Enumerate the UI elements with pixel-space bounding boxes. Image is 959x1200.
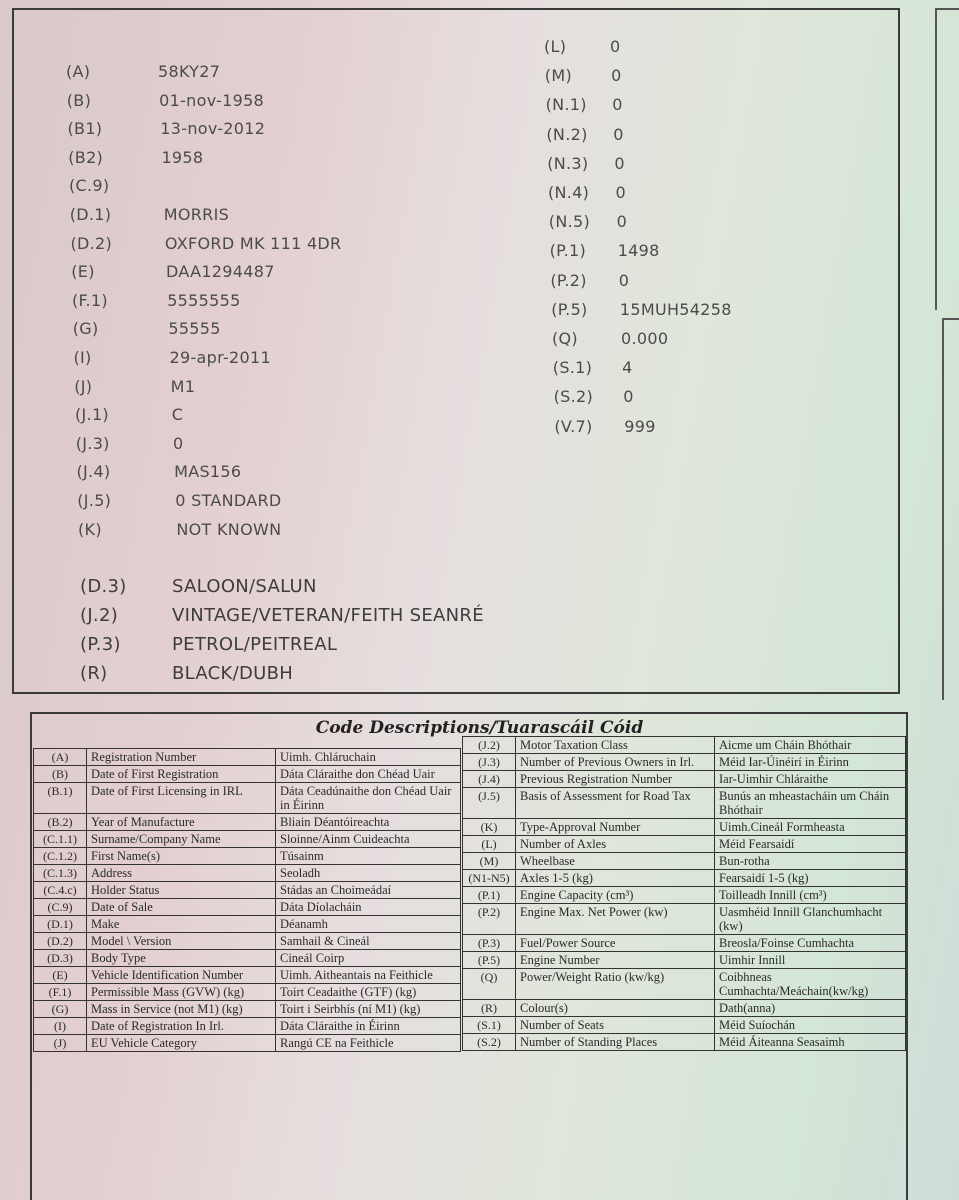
detail-value: 5555555 — [167, 290, 241, 310]
vehicle-details-panel — [12, 8, 900, 694]
detail-value: MORRIS — [163, 205, 230, 224]
code-row — [34, 882, 461, 899]
irish-description: Seoladh — [276, 865, 461, 882]
code-row — [34, 766, 461, 783]
irish-description: Fearsaidí 1-5 (kg) — [715, 870, 906, 887]
code-row — [34, 967, 461, 984]
english-description: Body Type — [87, 950, 276, 967]
code-row — [34, 933, 461, 950]
detail-code: (B) — [66, 90, 92, 110]
irish-description: Méid Iar-Úinéirí in Éirinn — [715, 754, 906, 771]
irish-description: Samhail & Cineál — [276, 933, 461, 950]
code-row — [463, 870, 906, 887]
code-row — [34, 1035, 461, 1052]
english-description: Number of Seats — [516, 1017, 715, 1034]
code-cell: (P.5) — [463, 952, 516, 969]
irish-description: Toilleadh Innill (cm³) — [715, 887, 906, 904]
code-cell: (J.3) — [463, 754, 516, 771]
english-description: Axles 1-5 (kg) — [516, 870, 715, 887]
detail-value: 999 — [624, 416, 656, 436]
detail-code: (A) — [66, 62, 91, 81]
detail-value: 15MUH54258 — [619, 299, 732, 319]
english-description: Power/Weight Ratio (kw/kg) — [516, 969, 715, 1000]
detail-code: (S.1) — [552, 358, 593, 378]
code-cell: (D.2) — [34, 933, 87, 950]
code-cell: (S.1) — [463, 1017, 516, 1034]
detail-code: (N.5) — [548, 212, 591, 232]
english-description: Previous Registration Number — [516, 771, 715, 788]
english-description: Date of Sale — [87, 899, 276, 916]
detail-code: (L) — [544, 37, 567, 56]
detail-code: (N.4) — [548, 183, 590, 202]
irish-description: Méid Suíochán — [715, 1017, 906, 1034]
english-description: Surname/Company Name — [87, 831, 276, 848]
english-description: Vehicle Identification Number — [87, 967, 276, 984]
irish-description: Dath(anna) — [715, 1000, 906, 1017]
code-row — [34, 899, 461, 916]
english-description: Type-Approval Number — [516, 819, 715, 836]
code-cell: (F.1) — [34, 984, 87, 1001]
code-cell: (Q) — [463, 969, 516, 1000]
code-cell: (C.1.2) — [34, 848, 87, 865]
detail-code: (J.5) — [77, 491, 112, 510]
english-description: Make — [87, 916, 276, 933]
detail-code: (D.1) — [69, 205, 112, 224]
detail-value: MAS156 — [174, 462, 242, 482]
detail-value: 29-apr-2011 — [169, 348, 271, 367]
code-descriptions-table-right — [462, 736, 906, 1051]
detail-value: 0 — [613, 124, 624, 144]
detail-code: (B1) — [67, 119, 103, 139]
code-row — [463, 819, 906, 836]
code-row — [463, 788, 906, 819]
english-description: Fuel/Power Source — [516, 935, 715, 952]
irish-description: Uimh. Aitheantais na Feithicle — [276, 967, 461, 984]
irish-description: Breosla/Foinse Cumhachta — [715, 935, 906, 952]
irish-description: Sloinne/Ainm Cuideachta — [276, 831, 461, 848]
english-description: First Name(s) — [87, 848, 276, 865]
code-cell: (M) — [463, 853, 516, 870]
detail-value: BLACK/DUBH — [172, 663, 294, 684]
english-description: Permissible Mass (GVW) (kg) — [87, 984, 276, 1001]
irish-description: Méid Fearsaidí — [715, 836, 906, 853]
detail-value: SALOON/SALUN — [172, 576, 317, 597]
detail-value: DAA1294487 — [166, 262, 275, 282]
code-row — [463, 969, 906, 1000]
english-description: Date of Registration In Irl. — [87, 1018, 276, 1035]
detail-code: (N.1) — [545, 95, 587, 115]
english-description: Mass in Service (not M1) (kg) — [87, 1001, 276, 1018]
code-row — [34, 916, 461, 933]
code-cell: (P.1) — [463, 887, 516, 904]
detail-value: 1498 — [617, 241, 660, 261]
code-cell: (D.1) — [34, 916, 87, 933]
irish-description: Bliain Déantóireachta — [276, 814, 461, 831]
detail-code: (D.2) — [70, 233, 113, 253]
detail-code: (S.2) — [553, 387, 593, 407]
irish-description: Dáta Cláraithe in Éirinn — [276, 1018, 461, 1035]
irish-description: Bun-rotha — [715, 853, 906, 870]
code-cell: (J.5) — [463, 788, 516, 819]
detail-value: 0 — [614, 153, 625, 173]
irish-description: Uimh. Chláruchain — [276, 749, 461, 766]
code-cell: (A) — [34, 749, 87, 766]
code-cell: (E) — [34, 967, 87, 984]
code-row — [34, 984, 461, 1001]
detail-value: 0 — [172, 433, 184, 453]
code-cell: (N1-N5) — [463, 870, 516, 887]
code-descriptions-table-left — [33, 748, 461, 1052]
detail-value: 58KY27 — [158, 62, 221, 81]
detail-value: 01-nov-1958 — [159, 90, 265, 110]
english-description: Engine Number — [516, 952, 715, 969]
irish-description: Uimh.Cineál Formheasta — [715, 819, 906, 836]
detail-value: 0 — [623, 387, 634, 407]
irish-description: Aicme um Cháin Bhóthair — [715, 737, 906, 754]
code-cell: (J) — [34, 1035, 87, 1052]
irish-description: Dáta Díolacháin — [276, 899, 461, 916]
irish-description: Toirt i Seirbhís (ní M1) (kg) — [276, 1001, 461, 1018]
detail-code: (P.2) — [550, 270, 587, 290]
code-cell: (J.2) — [463, 737, 516, 754]
code-cell: (R) — [463, 1000, 516, 1017]
detail-code: (P.3) — [80, 634, 121, 655]
detail-code: (N.2) — [546, 124, 588, 144]
detail-code: (P.5) — [551, 299, 588, 319]
detail-code: (D.3) — [80, 576, 127, 597]
detail-code: (B2) — [68, 147, 104, 167]
code-cell: (B) — [34, 766, 87, 783]
detail-code: (E) — [71, 262, 95, 282]
code-row — [34, 749, 461, 766]
code-row — [34, 950, 461, 967]
code-cell: (J.4) — [463, 771, 516, 788]
detail-code: (I) — [73, 348, 92, 367]
code-row — [463, 1000, 906, 1017]
english-description: Model \ Version — [87, 933, 276, 950]
code-row — [463, 904, 906, 935]
detail-code: (M) — [544, 66, 572, 86]
english-description: Holder Status — [87, 882, 276, 899]
english-description: Wheelbase — [516, 853, 715, 870]
code-cell: (P.2) — [463, 904, 516, 935]
detail-value: 0 — [616, 212, 628, 232]
detail-code: (V.7) — [554, 416, 593, 436]
page-edge-frame — [935, 8, 959, 310]
detail-value: OXFORD MK 111 4DR — [164, 233, 342, 253]
code-row — [463, 836, 906, 853]
english-description: Number of Previous Owners in Irl. — [516, 754, 715, 771]
detail-code: (J.3) — [75, 433, 110, 453]
code-cell: (P.3) — [463, 935, 516, 952]
irish-description: Uimhir Innill — [715, 952, 906, 969]
code-cell: (I) — [34, 1018, 87, 1035]
detail-value: 1958 — [161, 147, 204, 167]
detail-code: (F.1) — [72, 290, 108, 310]
detail-code: (J.4) — [76, 462, 111, 482]
english-description: Motor Taxation Class — [516, 737, 715, 754]
irish-description: Coibhneas Cumhachta/Meáchain(kw/kg) — [715, 969, 906, 1000]
detail-value: 0 — [615, 183, 626, 202]
detail-value: 0 — [610, 37, 621, 56]
irish-description: Rangú CE na Feithicle — [276, 1035, 461, 1052]
code-cell: (L) — [463, 836, 516, 853]
irish-description: Méid Áiteanna Seasaimh — [715, 1034, 906, 1051]
code-row — [463, 935, 906, 952]
code-descriptions-title: Code Descriptions/Tuarascáil Cóid — [315, 718, 644, 738]
irish-description: Toirt Ceadaithe (GTF) (kg) — [276, 984, 461, 1001]
code-cell: (B.1) — [34, 783, 87, 814]
detail-code: (C.9) — [69, 176, 110, 196]
detail-code: (N.3) — [547, 153, 589, 173]
detail-value: 0 — [618, 270, 630, 290]
code-cell: (D.3) — [34, 950, 87, 967]
irish-description: Bunús an mheastacháin um Cháin Bhóthair — [715, 788, 906, 819]
detail-value: NOT KNOWN — [176, 519, 282, 539]
english-description: Year of Manufacture — [87, 814, 276, 831]
irish-description: Stádas an Choimeádaí — [276, 882, 461, 899]
code-cell: (B.2) — [34, 814, 87, 831]
code-row — [34, 865, 461, 882]
detail-value: 0 STANDARD — [175, 491, 282, 510]
english-description: Registration Number — [87, 749, 276, 766]
detail-value: 13-nov-2012 — [160, 119, 266, 139]
code-cell: (C.4.c) — [34, 882, 87, 899]
english-description: Colour(s) — [516, 1000, 715, 1017]
detail-code: (R) — [80, 663, 108, 684]
irish-description: Dáta Cláraithe don Chéad Uair — [276, 766, 461, 783]
code-row — [34, 814, 461, 831]
english-description: Date of First Registration — [87, 766, 276, 783]
irish-description: Dáta Ceadúnaithe don Chéad Uair in Éirinn — [276, 783, 461, 814]
code-cell: (K) — [463, 819, 516, 836]
page-edge-frame — [942, 318, 959, 700]
code-row — [463, 887, 906, 904]
english-description: Engine Max. Net Power (kw) — [516, 904, 715, 935]
code-cell: (C.1.3) — [34, 865, 87, 882]
detail-value: PETROL/PEITREAL — [172, 634, 338, 655]
detail-value: VINTAGE/VETERAN/FEITH SEANRÉ — [172, 605, 484, 626]
irish-description: Uasmhéid Innill Glanchumhacht (kw) — [715, 904, 906, 935]
english-description: Number of Standing Places — [516, 1034, 715, 1051]
code-row — [34, 1018, 461, 1035]
code-row — [34, 1001, 461, 1018]
code-row — [34, 848, 461, 865]
detail-value: 0.000 — [621, 329, 669, 348]
code-row — [463, 737, 906, 754]
irish-description: Túsainm — [276, 848, 461, 865]
code-row — [463, 952, 906, 969]
detail-value: 0 — [612, 95, 623, 115]
detail-code: (Q) — [552, 329, 578, 348]
english-description: Engine Capacity (cm³) — [516, 887, 715, 904]
code-row — [34, 831, 461, 848]
code-cell: (G) — [34, 1001, 87, 1018]
detail-value: C — [171, 405, 184, 425]
detail-code: (J.1) — [75, 405, 109, 425]
code-cell: (C.1.1) — [34, 831, 87, 848]
irish-description: Déanamh — [276, 916, 461, 933]
english-description: Date of First Licensing in IRL — [87, 783, 276, 814]
detail-code: (J.2) — [80, 605, 119, 626]
code-cell: (S.2) — [463, 1034, 516, 1051]
code-cell: (C.9) — [34, 899, 87, 916]
code-row — [34, 783, 461, 814]
irish-description: Iar-Uimhir Chláraithe — [715, 771, 906, 788]
english-description: EU Vehicle Category — [87, 1035, 276, 1052]
english-description: Basis of Assessment for Road Tax — [516, 788, 715, 819]
code-row — [463, 1034, 906, 1051]
code-row — [463, 771, 906, 788]
code-row — [463, 1017, 906, 1034]
detail-value: M1 — [170, 376, 196, 396]
detail-code: (G) — [72, 319, 99, 339]
english-description: Address — [87, 865, 276, 882]
code-row — [463, 853, 906, 870]
detail-value: 55555 — [168, 319, 221, 339]
code-row — [463, 754, 906, 771]
detail-value: 0 — [611, 66, 622, 86]
detail-code: (P.1) — [549, 241, 586, 261]
english-description: Number of Axles — [516, 836, 715, 853]
irish-description: Cineál Coirp — [276, 950, 461, 967]
detail-code: (J) — [74, 376, 93, 396]
detail-value: 4 — [622, 358, 633, 378]
detail-code: (K) — [78, 519, 102, 539]
